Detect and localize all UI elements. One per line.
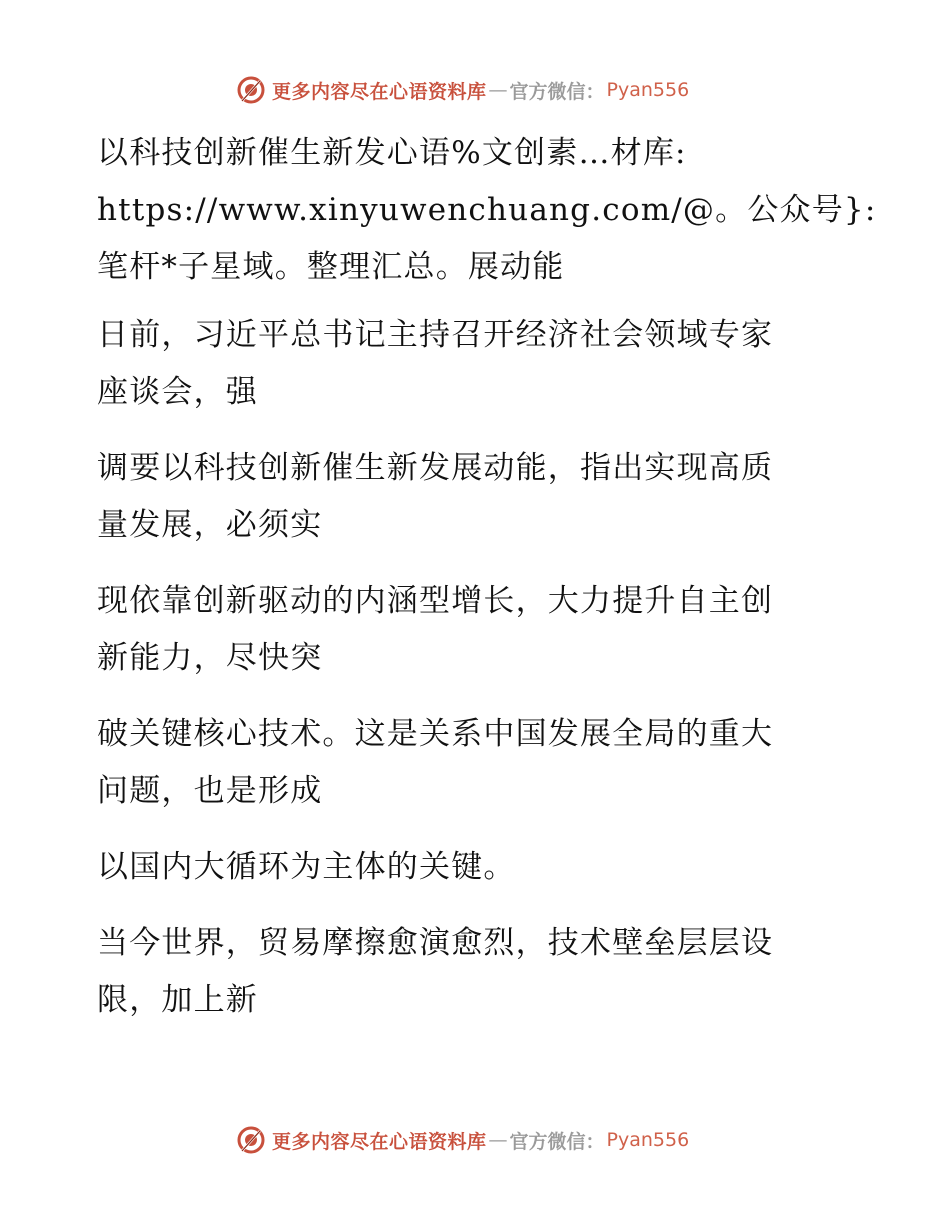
header-banner [236, 73, 689, 107]
paragraph [97, 706, 837, 820]
text-line: 现依靠创新驱动的内涵型增长，大力提升自主创 [97, 583, 774, 619]
text-line: 问题，也是形成 [97, 773, 323, 809]
paragraph [97, 307, 837, 421]
text-line: 破关键核心技术。这是关系中国发展全局的重大 [97, 716, 774, 752]
text-line: 座谈会，强 [97, 374, 258, 410]
footer-banner [236, 1123, 689, 1157]
brand-logo-icon [236, 1125, 266, 1155]
text-line: 当今世界，贸易摩擦愈演愈烈，技术壁垒层层设 [97, 925, 774, 961]
text-line: 以科技创新催生新发心语%文创素…材库: [97, 135, 687, 171]
text-line: https://www.xinyuwenchuang.com/@。公众号}: [97, 192, 877, 228]
banner-dash: — [488, 79, 508, 101]
text-line: 新能力，尽快突 [97, 640, 323, 676]
paragraph [97, 915, 837, 1029]
text-line: 日前，习近平总书记主持召开经济社会领域专家 [97, 317, 774, 353]
paragraph [97, 839, 837, 896]
paragraph [97, 573, 837, 687]
banner-wechat-label: 官方微信： [509, 1130, 605, 1153]
paragraph [97, 440, 837, 554]
banner-wechat-label: 官方微信： [509, 80, 605, 103]
text-line: 量发展，必须实 [97, 507, 323, 543]
text-line: 笔杆*子星域。整理汇总。展动能 [97, 249, 565, 285]
text-line: 调要以科技创新催生新发展动能，指出实现高质 [97, 450, 774, 486]
banner-text: 更多内容尽在心语资料库 [272, 1130, 487, 1153]
text-line: 以国内大循环为主体的关键。 [97, 849, 516, 885]
banner-wechat-id: Pyan556 [606, 1129, 690, 1151]
banner-wechat-id: Pyan556 [606, 79, 690, 101]
paragraph [97, 125, 877, 296]
banner-dash: — [488, 1129, 508, 1151]
text-line: 限，加上新 [97, 982, 258, 1018]
banner-text: 更多内容尽在心语资料库 [272, 80, 487, 103]
brand-logo-icon [236, 75, 266, 105]
